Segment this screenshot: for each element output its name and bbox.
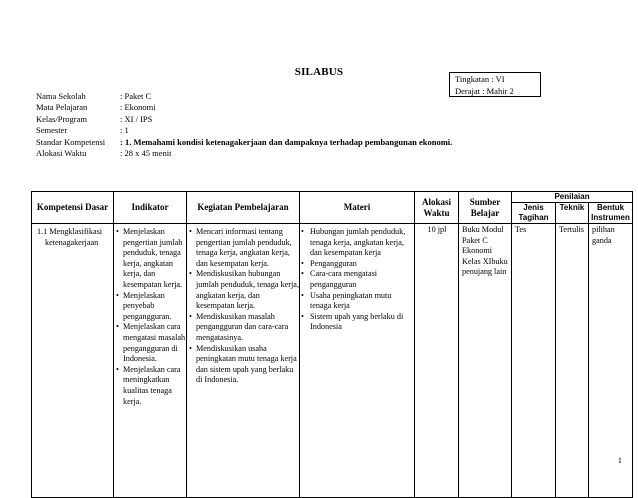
header-bentuk: Bentuk Instrumen [589, 203, 633, 224]
bullet-icon: • [116, 290, 119, 300]
meta-value: : 1 [120, 125, 129, 136]
bullet-icon: • [189, 227, 192, 236]
bullet-icon: • [301, 311, 304, 321]
cell-materi [300, 224, 415, 498]
meta-value: : 1. Memahami kondisi ketenagakerjaan dan dampaknya terhadap pembangunan ekonomi. [120, 136, 453, 147]
meta-value: : XI / IPS [120, 113, 153, 124]
bullet-icon: • [301, 258, 304, 268]
kompetensi-text: 1.1 Mengklasifikasi ketenagakerjaan [37, 227, 103, 247]
header-kegiatan: Kegiatan Pembelajaran [187, 192, 300, 224]
cell-kegiatan [187, 224, 300, 498]
header-kompetensi: Kompetensi Dasar [32, 192, 114, 224]
list-item: • Mendiskusikan masalah pengangguran dan cara-cara mengatasinya. [189, 311, 289, 342]
list-item: • Mendiskusikan usaha peningkatan mutu tenaga kerja dan sistem upah yang berlaku di Indonesia. [189, 343, 297, 385]
list-item: • Mencari informasi tentang pengertian jumlah penduduk, tenaga kerja, angkatan kerja, dan kesempatan kerja. [189, 227, 292, 268]
header-indikator: Indikator [114, 192, 187, 224]
list-item: • Hubungan jumlah penduduk, tenaga kerja, angkatan kerja, dan kesempatan kerja [301, 227, 406, 258]
meta-row-time [36, 148, 452, 159]
meta-value: : Paket C [120, 91, 152, 101]
cell-kompetensi [32, 224, 114, 498]
syllabus-table [31, 191, 633, 498]
bullet-icon: • [301, 269, 304, 279]
document-title: SILABUS [294, 66, 344, 78]
list-item: • Menjelaskan pengertian jumlah penduduk, tenaga kerja, angkatan kerja, dan kesempatan kerja. [116, 227, 183, 289]
meta-label: Nama Sekolah [36, 91, 86, 101]
header-jenis: Jenis Tagihan [512, 203, 556, 224]
bullet-icon: • [116, 364, 119, 374]
list-item: • Menjelaskan cara mengatasi masalah pengangguran di Indonesia. [116, 322, 186, 364]
cell-bentuk [589, 224, 633, 498]
list-item: • Cara-cara mengatasi pengangguran [301, 269, 378, 289]
cell-indikator [114, 224, 187, 498]
meta-label: Alokasi Waktu [36, 148, 87, 159]
teknik-value: Tertulis [559, 225, 584, 234]
cell-sumber [459, 224, 512, 498]
identity-block [36, 91, 452, 159]
header-teknik: Teknik [556, 203, 589, 224]
bullet-icon: • [189, 311, 192, 321]
header-sumber: Sumber Belajar [459, 192, 512, 224]
level-box [449, 72, 541, 97]
cell-teknik [556, 224, 589, 498]
table-row [32, 224, 633, 498]
meta-label: Kelas/Program [36, 113, 87, 124]
cell-jenis [512, 224, 556, 498]
list-item: • Usaha peningkatan mutu tenaga kerja [301, 290, 392, 311]
cell-alokasi [415, 224, 459, 498]
meta-row-class [36, 114, 452, 125]
kegiatan-list [187, 224, 299, 386]
level-derajat: Derajat : Mahir 2 [455, 86, 514, 96]
meta-label: Semester [36, 125, 68, 136]
materi-list [300, 224, 414, 333]
header-penilaian: Penilaian [512, 192, 633, 203]
bullet-icon: • [301, 290, 304, 300]
list-item: • Pengangguran [301, 258, 357, 268]
sumber-value: Buku Modul Paket C Ekonomi Kelas XIbuku penujang lain [462, 225, 508, 277]
indikator-list [114, 224, 186, 407]
bullet-icon: • [189, 343, 192, 353]
meta-label: Mata Pelajaran [36, 102, 88, 113]
bentuk-value: pilihan ganda [592, 225, 615, 245]
bullet-icon: • [301, 227, 304, 236]
list-item: • Sistem upah yang berlaku di Indonesia [301, 311, 404, 332]
page-number: 1 [617, 455, 622, 465]
level-tingkatan: Tingkatan : VI [455, 74, 505, 84]
header-materi: Materi [300, 192, 415, 224]
meta-row-school [36, 91, 452, 102]
meta-value: : 28 x 45 menit [120, 148, 172, 159]
list-item: • Mendiskusikan hubungan jumlah penduduk, tenaga kerja, angkatan kerja, dan kesempatan kerja. [189, 269, 299, 311]
bullet-icon: • [189, 269, 192, 279]
meta-row-subject [36, 102, 452, 113]
header-alokasi: Alokasi Waktu [415, 192, 459, 224]
bullet-icon: • [116, 322, 119, 332]
meta-row-semester [36, 125, 452, 136]
list-item: • Menjelaskan cara meningkatkan kualitas tenaga kerja. [116, 364, 181, 406]
alokasi-value: 10 jpl [427, 225, 447, 234]
meta-row-standard [36, 137, 452, 148]
list-item: • Menjelaskan penyebab pengangguran. [116, 290, 172, 321]
bullet-icon: • [116, 227, 119, 236]
jenis-value: Tes [515, 225, 527, 234]
meta-value: : Ekonomi [120, 102, 156, 113]
meta-label: Standar Kompetensi [36, 136, 106, 147]
